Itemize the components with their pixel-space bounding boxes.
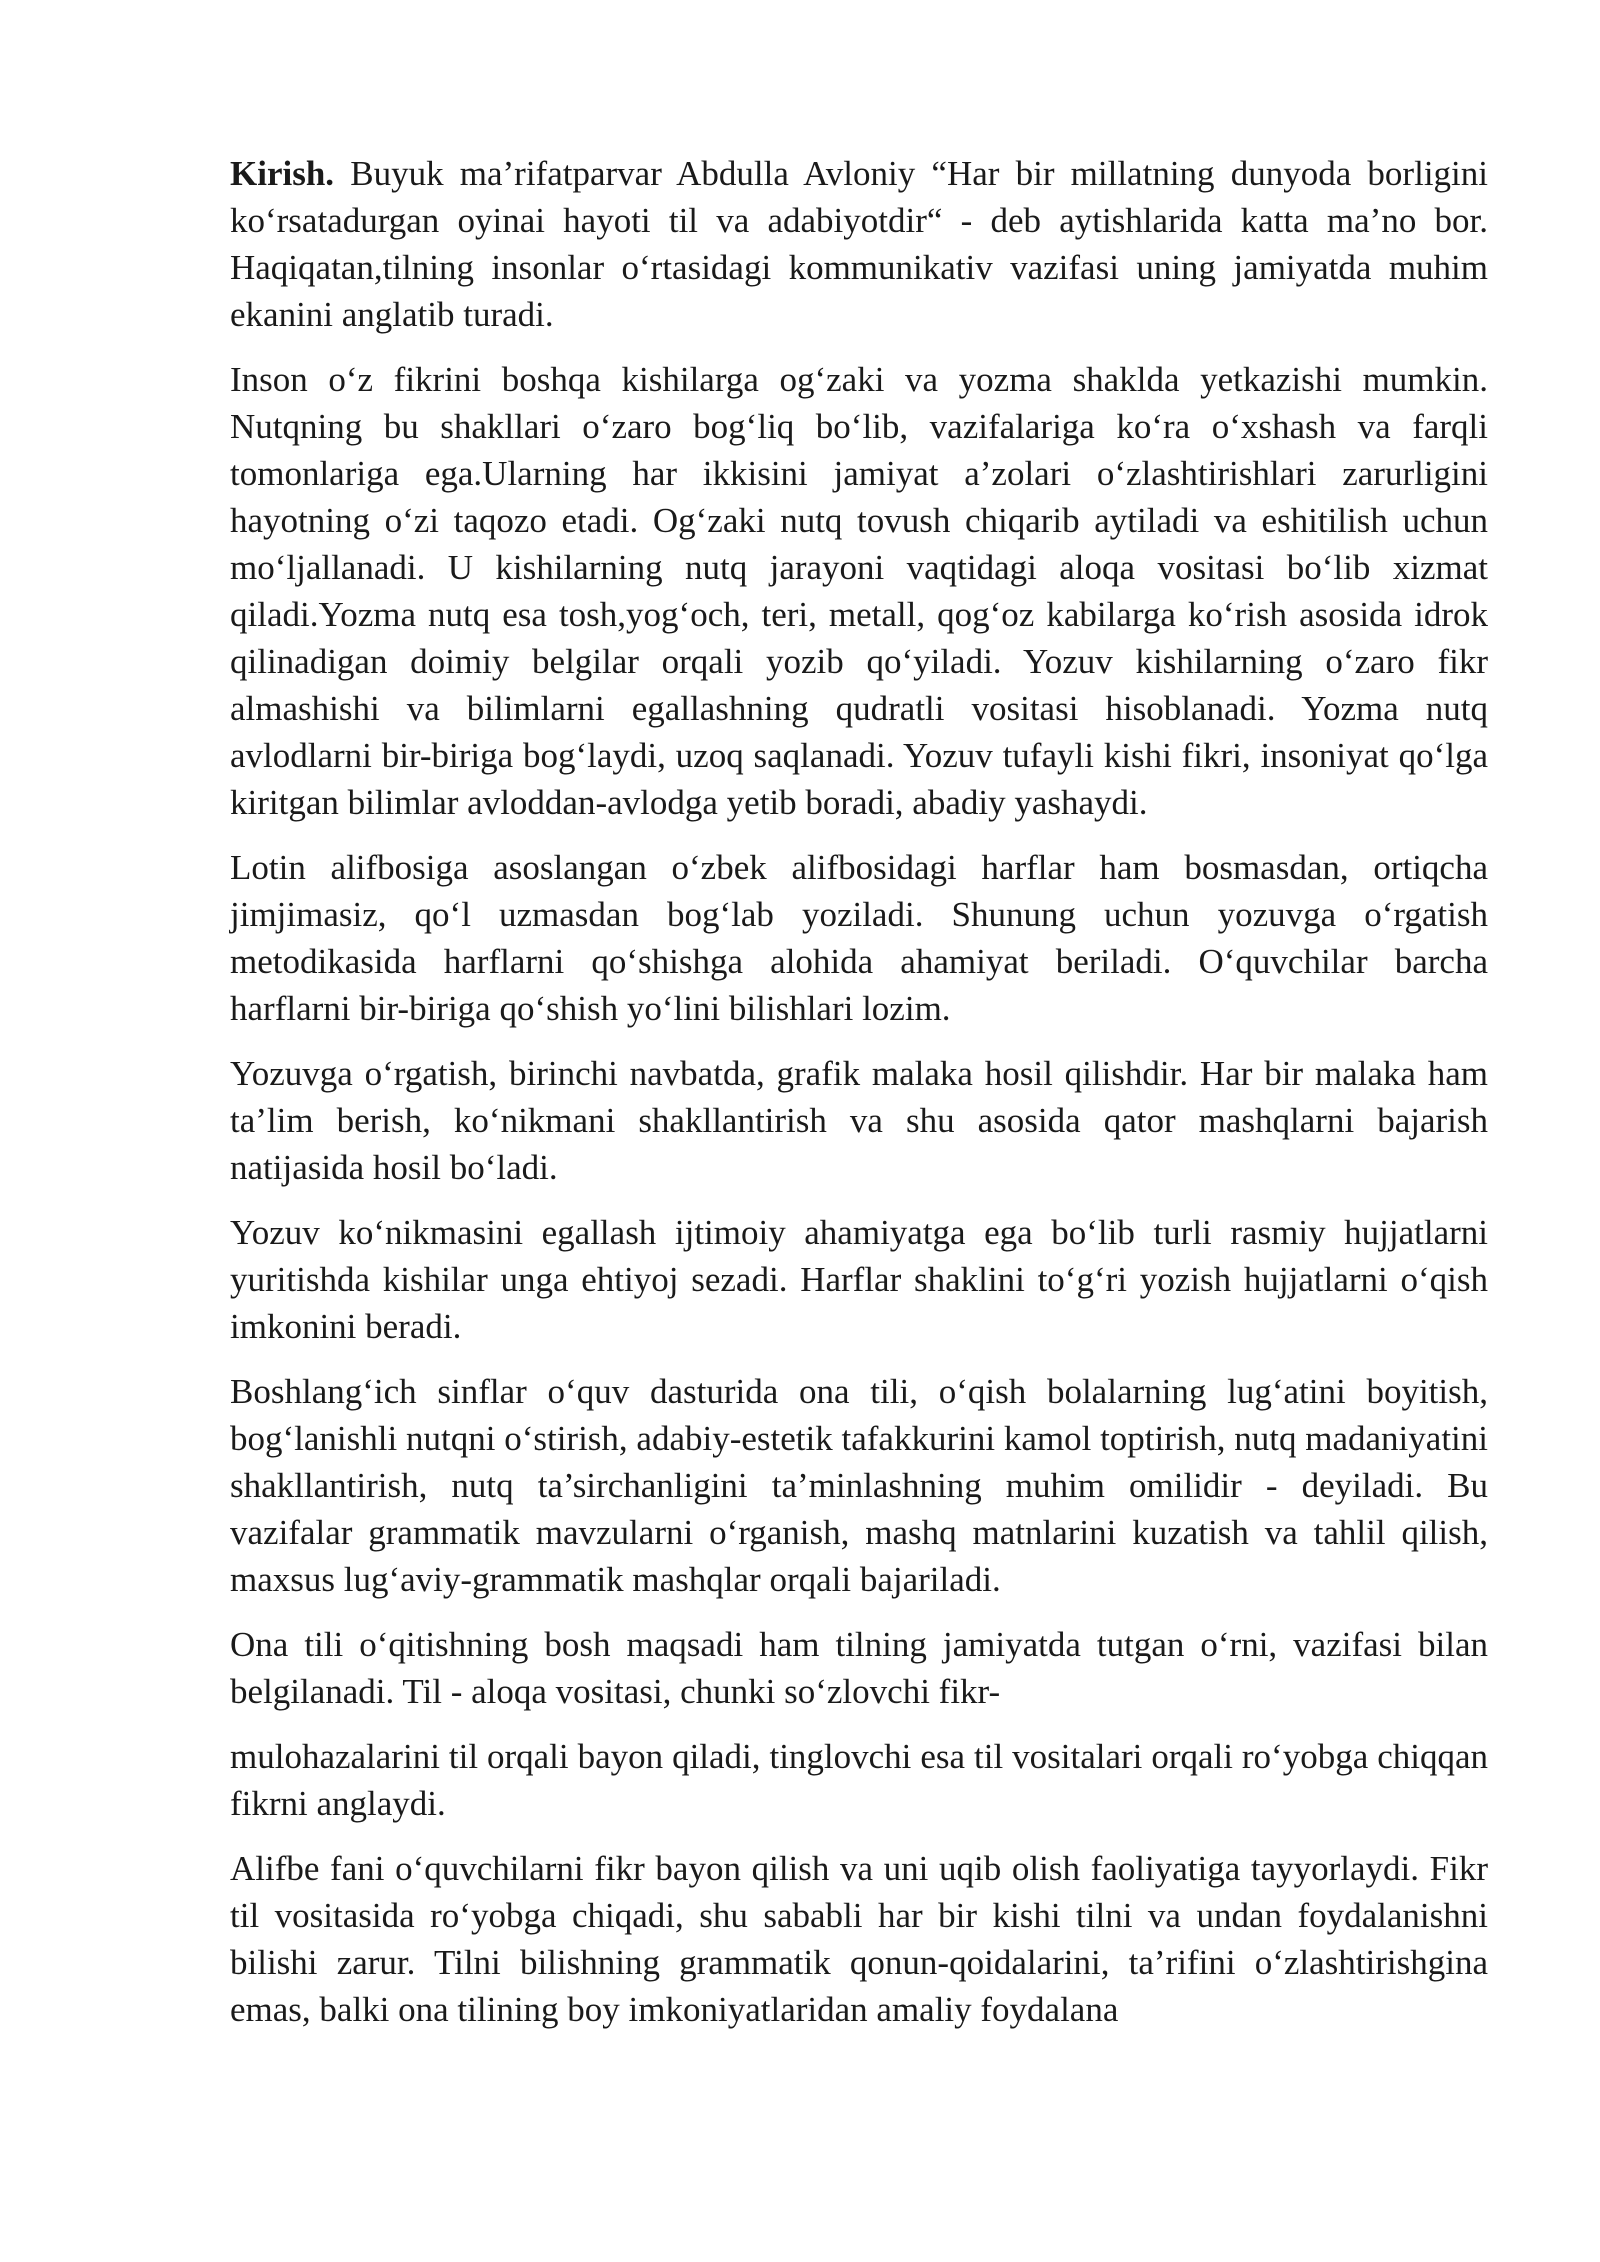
paragraph-intro <box>230 150 1488 338</box>
paragraph: Alifbe fani o‘quvchilarni fikr bayon qilish va uni uqib olish faoliyatiga tayyorlaydi. Fikr til vositasida ro‘yobga chiqadi, shu sababli har bir kishi tilni va undan foydalanishni bilishi zarur. Tilni bilishning grammatik qonun-qoidalarini, ta’rifini o‘zlashtirishgina emas, balki ona tilining boy imkoniyatlaridan amaliy foydalana <box>230 1849 1488 2029</box>
document-page <box>230 150 1488 2051</box>
paragraph: mulohazalarini til orqali bayon qiladi, tinglovchi esa til vositalari orqali ro‘yobga chiqqan fikrni anglaydi. <box>230 1737 1488 1823</box>
paragraph: Yozuvga o‘rgatish, birinchi navbatda, grafik malaka hosil qilishdir. Har bir malaka ham ta’lim berish, ko‘nikmani shakllantirish va shu asosida qator mashqlarni bajarish natijasida hosil bo‘ladi. <box>230 1054 1488 1187</box>
paragraph: Inson o‘z fikrini boshqa kishilarga og‘zaki va yozma shaklda yetkazishi mumkin. Nutqning bu shakllari o‘zaro bog‘liq bo‘lib, vazifalariga ko‘ra o‘xshash va farqli tomonlariga ega.Ularning har ikkisini jamiyat a’zolari o‘zlashtirishlari zarurligini hayotning o‘zi taqozo etadi. Og‘zaki nutq tovush chiqarib aytiladi va eshitilish uchun mo‘ljallanadi. U kishilarning nutq jarayoni vaqtidagi aloqa vositasi bo‘lib xizmat qiladi.Yozma nutq esa tosh,yog‘och, teri, metall, qog‘oz kabilarga ko‘rish asosida idrok qilinadigan doimiy belgilar orqali yozib qo‘yiladi. Yozuv kishilarning o‘zaro fikr almashishi va bilimlarni egallashning qudratli vositasi hisoblanadi. Yozma nutq avlodlarni bir-biriga bog‘laydi, uzoq saqlanadi. Yozuv tufayli kishi fikri, insoniyat qo‘lga kiritgan bilimlar avloddan-avlodga yetib boradi, abadiy yashaydi. <box>230 360 1488 822</box>
paragraph: Yozuv ko‘nikmasini egallash ijtimoiy ahamiyatga ega bo‘lib turli rasmiy hujjatlarni yuritishda kishilar unga ehtiyoj sezadi. Harflar shaklini to‘g‘ri yozish hujjatlarni o‘qish imkonini beradi. <box>230 1213 1488 1346</box>
paragraph-text: Buyuk ma’rifatparvar Abdulla Avloniy “Har bir millatning dunyoda borligini ko‘rsatadurgan oyinai hayoti til va adabiyotdir“ - deb aytishlarida katta ma’no bor. Haqiqatan,tilning insonlar o‘rtasidagi kommunikativ vazifasi uning jamiyatda muhim ekanini anglatib turadi. <box>230 154 1488 334</box>
paragraph: Lotin alifbosiga asoslangan o‘zbek alifbosidagi harflar ham bosmasdan, ortiqcha jimjimasiz, qo‘l uzmasdan bog‘lab yoziladi. Shunung uchun yozuvga o‘rgatish metodikasida harflarni qo‘shishga alohida ahamiyat beriladi. O‘quvchilar barcha harflarni bir-biriga qo‘shish yo‘lini bilishlari lozim. <box>230 848 1488 1028</box>
paragraph: Boshlang‘ich sinflar o‘quv dasturida ona tili, o‘qish bolalarning lug‘atini boyitish, bog‘lanishli nutqni o‘stirish, adabiy-estetik tafakkurini kamol toptirish, nutq madaniyatini shakllantirish, nutq ta’sirchanligini ta’minlashning muhim omilidir - deyiladi. Bu vazifalar grammatik mavzularni o‘rganish, mashq matnlarini kuzatish va tahlil qilish, maxsus lug‘aviy-grammatik mashqlar orqali bajariladi. <box>230 1372 1488 1599</box>
heading-kirish: Kirish. <box>230 154 335 193</box>
paragraph: Ona tili o‘qitishning bosh maqsadi ham tilning jamiyatda tutgan o‘rni, vazifasi bilan belgilanadi. Til - aloqa vositasi, chunki so‘zlovchi fikr- <box>230 1625 1488 1711</box>
